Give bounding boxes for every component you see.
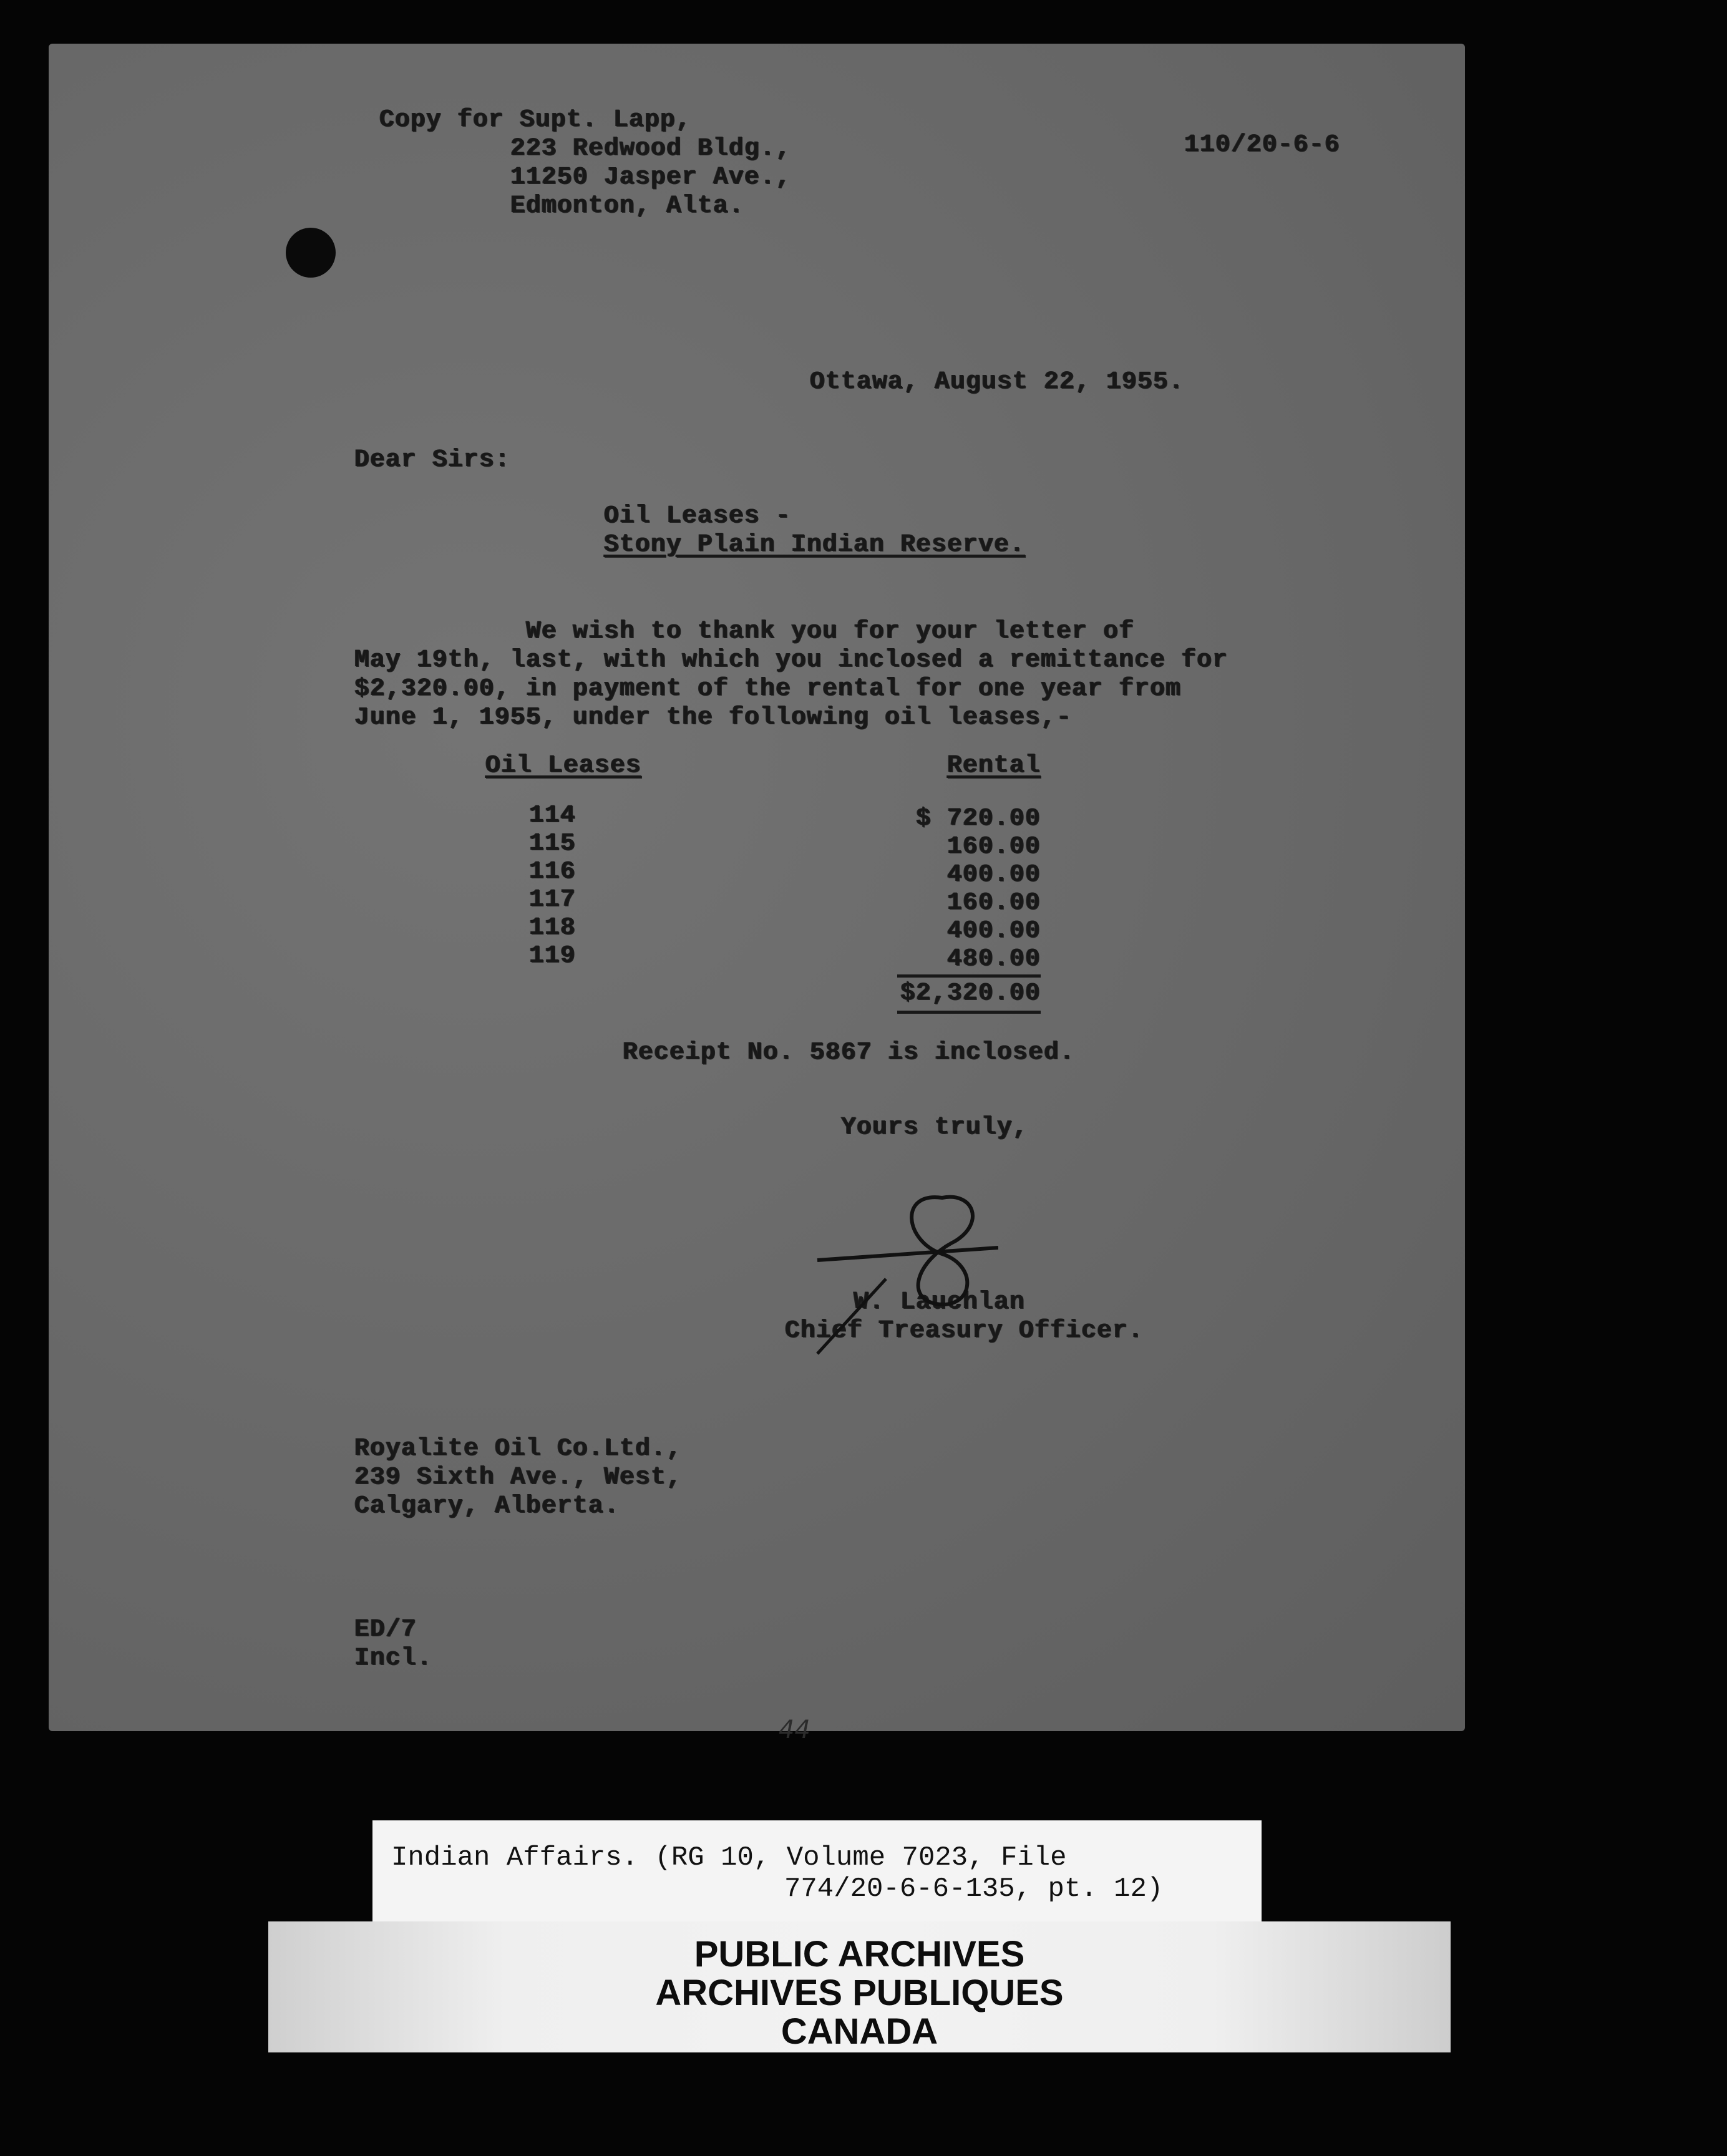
initials: ED/7 [354, 1616, 417, 1644]
lease-number: 119 [529, 942, 576, 970]
addressee-line-1: Royalite Oil Co.Ltd., [354, 1435, 683, 1463]
punch-hole [286, 228, 336, 278]
body-line-3: $2,320.00, in payment of the rental for one year from [354, 675, 1182, 703]
rental-amount: 400.00 [946, 861, 1041, 889]
signer-title: Chief Treasury Officer. [785, 1317, 1144, 1345]
archive-stamp [268, 1921, 1451, 2052]
lease-number: 115 [529, 830, 576, 858]
salutation: Dear Sirs: [354, 446, 511, 474]
copy-for-line-2: 223 Redwood Bldg., [510, 135, 792, 163]
total-rule [897, 974, 1041, 978]
enclosure-note: Incl. [354, 1644, 433, 1673]
rental-amount: 400.00 [946, 917, 1041, 945]
receipt-line: Receipt No. 5867 is inclosed. [623, 1039, 1076, 1067]
table-header-leases: Oil Leases [485, 752, 642, 780]
subject-line-2: Stony Plain Indian Reserve. [604, 531, 1026, 559]
file-number: 110/20-6-6 [1184, 131, 1341, 159]
lease-number: 117 [529, 886, 576, 914]
lease-number: 118 [529, 914, 576, 942]
letter-page [49, 44, 1465, 1744]
copy-for-line-4: Edmonton, Alta. [510, 192, 745, 220]
body-line-1: We wish to thank you for your letter of [354, 618, 1135, 646]
rental-amount: 160.00 [946, 889, 1041, 917]
lease-number: 116 [529, 858, 576, 886]
archive-stamp-line-2: ARCHIVES PUBLIQUES [655, 1973, 1064, 2013]
rental-total: $2,320.00 [900, 979, 1041, 1008]
table-header-rental: Rental [946, 752, 1041, 780]
archive-stamp-line-1: PUBLIC ARCHIVES [694, 1934, 1025, 1974]
copy-for-line-1: Copy for Supt. Lapp, [379, 106, 692, 134]
signer-name: W. Lauchlan [854, 1288, 1026, 1316]
closing: Yours truly, [841, 1114, 1029, 1142]
rental-amount: $ 720.00 [915, 805, 1041, 833]
addressee-line-2: 239 Sixth Ave., West, [354, 1464, 683, 1492]
body-line-2: May 19th, last, with which you inclosed a remittance for [354, 646, 1228, 674]
signature [736, 1185, 998, 1410]
rental-amount: 480.00 [946, 945, 1041, 973]
total-underline [897, 1011, 1041, 1014]
lease-number: 114 [529, 802, 576, 830]
date-line: Ottawa, August 22, 1955. [810, 368, 1185, 396]
addressee-line-3: Calgary, Alberta. [354, 1492, 620, 1520]
body-line-4: June 1, 1955, under the following oil leases,- [354, 704, 1073, 732]
archive-reference-line-1: Indian Affairs. (RG 10, Volume 7023, File [391, 1842, 1067, 1873]
archive-stamp-line-3: CANADA [781, 2011, 938, 2052]
copy-for-line-3: 11250 Jasper Ave., [510, 163, 792, 192]
archive-reference-label [372, 1820, 1262, 1923]
page-mark: 44 [779, 1716, 810, 1744]
subject-line-1: Oil Leases - [604, 502, 792, 530]
archive-reference-line-2: 774/20-6-6-135, pt. 12) [784, 1873, 1164, 1905]
rental-amount: 160.00 [946, 833, 1041, 861]
